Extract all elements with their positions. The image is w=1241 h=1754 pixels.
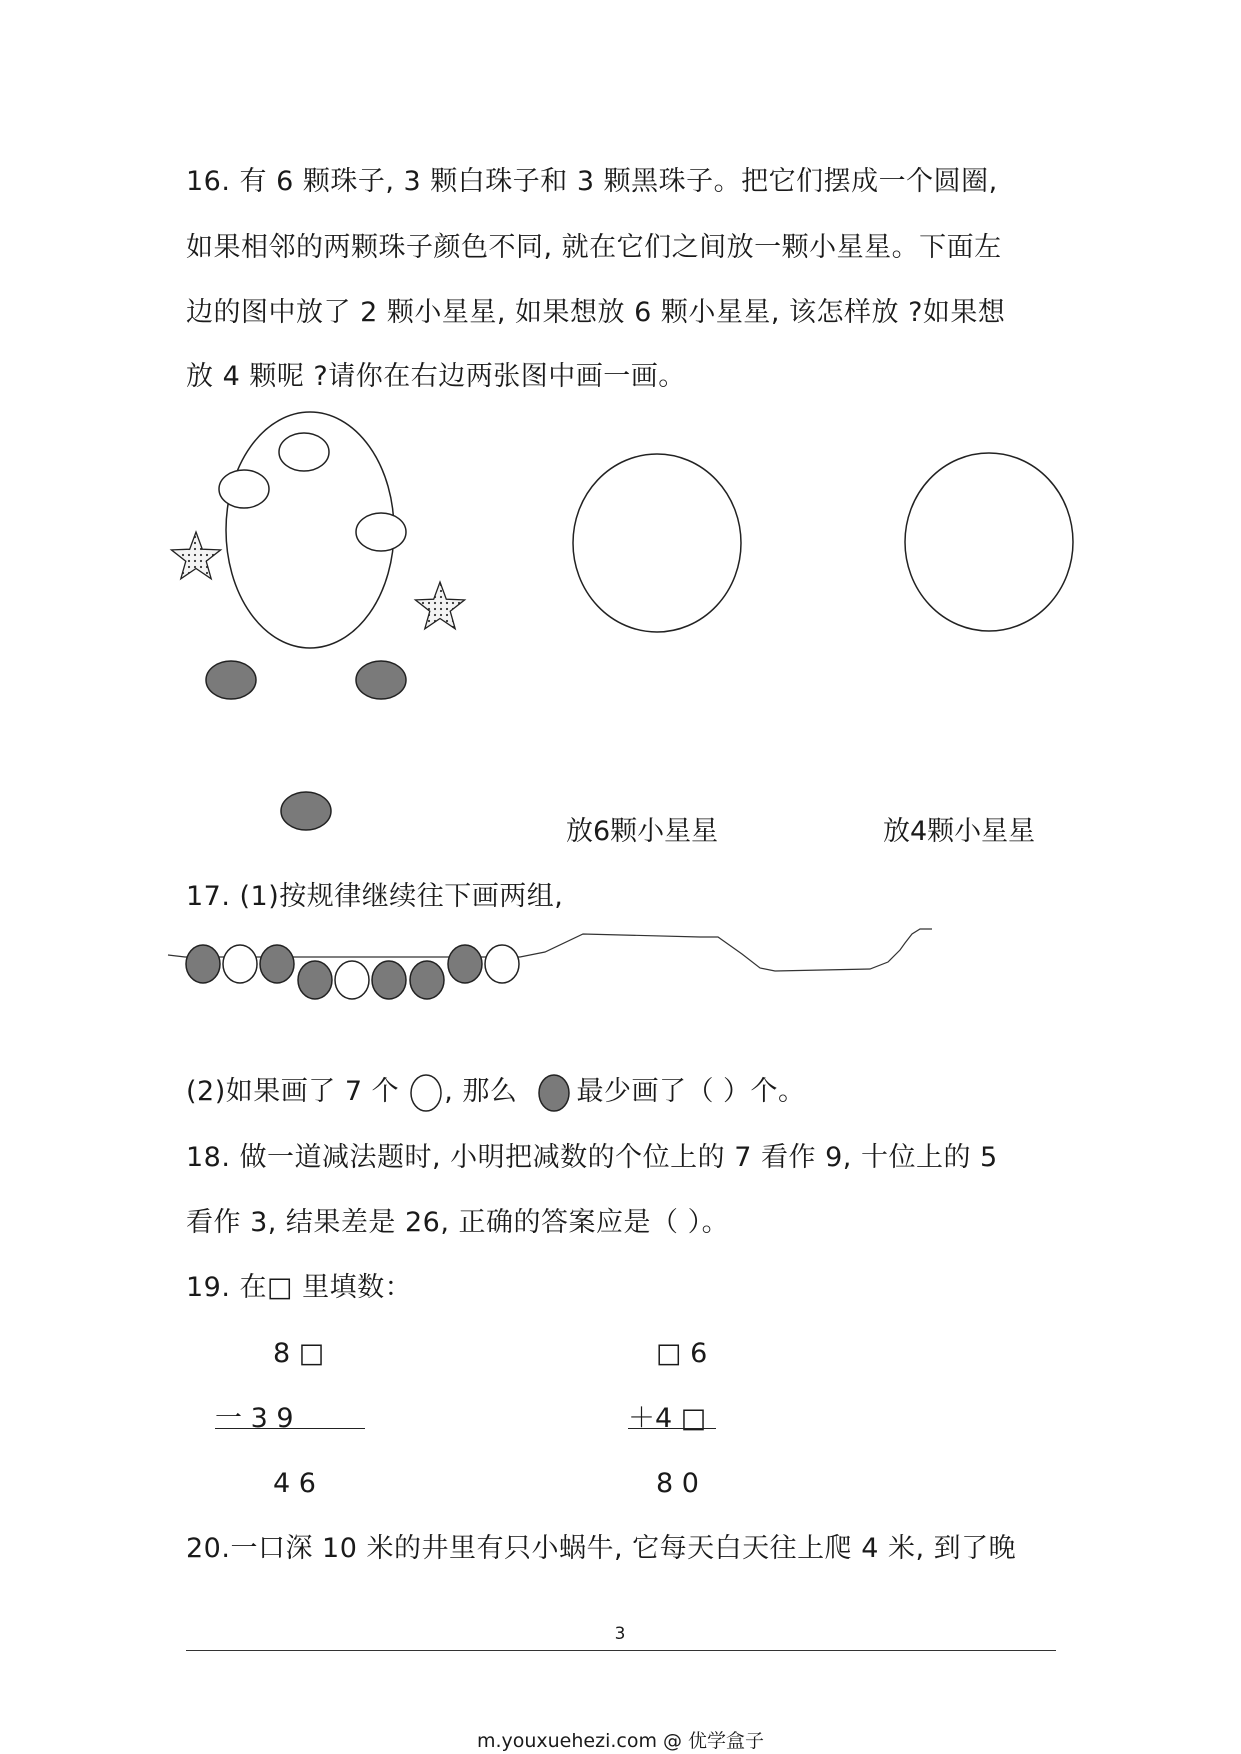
white-bead: [335, 961, 369, 999]
black-bead-icon: [536, 1073, 576, 1113]
q20-line-1: 20.一口深 10 米的井里有只小蜗牛, 它每天白天往上爬 4 米, 到了晚: [186, 1533, 1017, 1564]
q16-line-1: 16. 有 6 颗珠子, 3 颗白珠子和 3 颗黑珠子。把它们摆成一个圆圈,: [186, 166, 998, 197]
caption-four-stars: 放4颗小星星: [883, 816, 1036, 847]
left-result: 4 6: [273, 1468, 316, 1499]
star-icon: [171, 532, 220, 579]
white-bead: [485, 945, 519, 983]
black-bead: [186, 945, 220, 983]
black-bead: [356, 661, 406, 699]
page-number: 3: [614, 1624, 626, 1644]
answer-circle-four-stars[interactable]: [905, 453, 1073, 631]
right-sum-line: [628, 1428, 716, 1429]
example-bead-circle: [171, 412, 464, 830]
q17-part-2: [186, 1072, 806, 1113]
footer-text: m.youxuehezi.com @ 优学盒子: [476, 1730, 765, 1752]
white-bead: [356, 513, 406, 551]
q17-part-1: 17. (1)按规律继续往下画两组,: [186, 881, 564, 912]
white-bead: [223, 945, 257, 983]
white-bead: [279, 433, 329, 471]
q19-title: 19. 在□ 里填数：: [186, 1272, 413, 1303]
right-addend-2: ＋4 □: [628, 1403, 707, 1434]
star-icon: [415, 582, 464, 629]
right-addend: □ 6: [656, 1338, 708, 1369]
q18-line-1: 18. 做一道减法题时, 小明把减数的个位上的 7 看作 9, 十位上的 5: [186, 1142, 998, 1173]
black-bead: [281, 792, 331, 830]
caption-six-stars: 放6颗小星星: [566, 816, 719, 847]
black-bead: [410, 961, 444, 999]
q16-line-4: 放 4 颗呢 ?请你在右边两张图中画一画。: [186, 361, 686, 392]
right-result: 8 0: [656, 1468, 699, 1499]
q17-part-2-b: , 那么: [444, 1076, 518, 1107]
q16-line-3: 边的图中放了 2 颗小星星, 如果想放 6 颗小星星, 该怎样放 ?如果想: [186, 297, 1006, 328]
black-bead: [448, 945, 482, 983]
left-sum-line: [215, 1428, 365, 1429]
bead-pattern-row: [186, 945, 519, 999]
black-bead: [298, 961, 332, 999]
q18-line-2: 看作 3, 结果差是 26, 正确的答案应是（ ）。: [186, 1207, 730, 1238]
left-minuend: 8 □: [273, 1338, 325, 1369]
black-bead: [206, 661, 256, 699]
left-subtrahend: 一 3 9: [215, 1403, 294, 1434]
black-bead: [372, 961, 406, 999]
q16-line-2: 如果相邻的两颗珠子颜色不同, 就在它们之间放一颗小星星。下面左: [186, 232, 1002, 263]
black-bead: [260, 945, 294, 983]
q17-part-2-a: (2)如果画了 7 个: [186, 1076, 400, 1107]
white-bead-icon: [408, 1073, 444, 1113]
white-bead: [219, 470, 269, 508]
answer-circle-six-stars[interactable]: [573, 454, 741, 632]
footer-rule: [186, 1650, 1056, 1651]
q17-part-2-c: 最少画了（ ）个。: [576, 1076, 806, 1107]
